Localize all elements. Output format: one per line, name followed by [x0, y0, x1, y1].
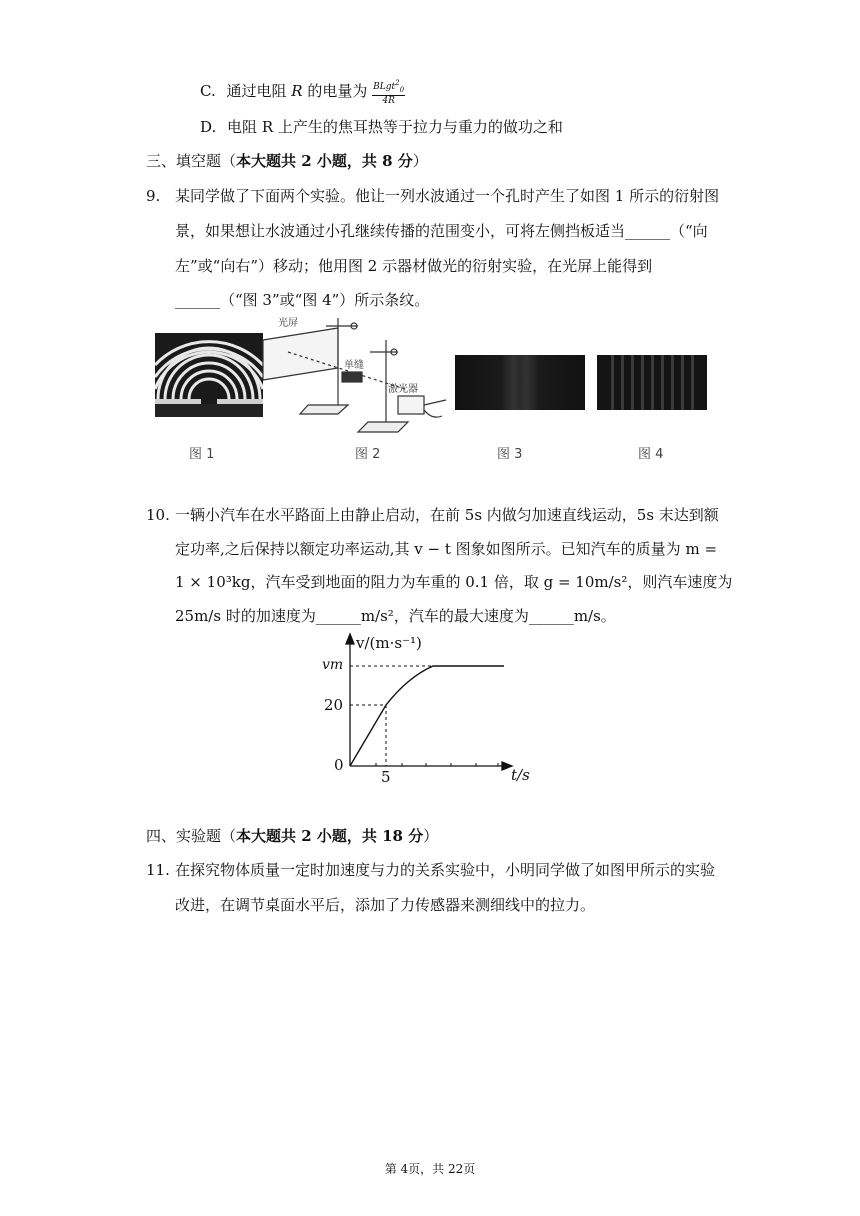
section-heading-4: 四、实验题（本大题共 2 小题，共 18 分）	[146, 827, 439, 845]
vt-chart	[318, 632, 543, 782]
figure-4-fringes	[597, 355, 707, 410]
figure-3-fringes	[455, 355, 585, 410]
q11-line-1: 在探究物体质量一定时加速度与力的关系实验中，小明同学做了如图甲所示的实验	[175, 861, 716, 879]
figure-1-water-waves	[155, 333, 263, 417]
option-text: 电阻 R 上产生的焦耳热等于拉力与重力的做功之和	[227, 118, 563, 136]
option-d	[200, 117, 563, 137]
x-tick-5: 5	[381, 768, 391, 782]
label-screen: 光屏	[278, 318, 298, 329]
option-label: D.	[200, 118, 217, 136]
q10-line-3: 1 × 10³kg，汽车受到地面的阻力为车重的 0.1 倍，取 g = 10m/s²，则汽车速度为	[175, 573, 733, 591]
y-tick-20: 20	[324, 696, 344, 714]
option-text-2: 的电量为	[307, 81, 368, 100]
option-text: 通过电阻	[226, 81, 287, 100]
caption-fig-4: 图 4	[638, 447, 664, 462]
page-footer: 第 4页，共 22页	[384, 1162, 476, 1176]
q10-line-1: 一辆小汽车在水平路面上由静止启动，在前 5s 内做匀加速直线运动，5s 末达到额	[175, 506, 719, 524]
caption-fig-1: 图 1	[189, 447, 215, 462]
label-slit: 单缝	[344, 360, 364, 371]
q10-line-4: 25m/s 时的加速度为______m/s²，汽车的最大速度为______m/s。	[175, 607, 616, 625]
variable: R	[291, 81, 303, 100]
question-11-number: 11.	[146, 861, 170, 879]
q9-line-1: 某同学做了下面两个实验。他让一列水波通过一个孔时产生了如图 1 所示的衍射图	[175, 187, 720, 205]
caption-fig-2: 图 2	[355, 447, 381, 462]
section-heading-3: 三、填空题（本大题共 2 小题，共 8 分）	[146, 152, 428, 170]
figure-2-apparatus	[258, 310, 448, 435]
question-9-number: 9.	[146, 187, 161, 205]
fraction: $\frac{BLgt^2_0}{4R}$	[373, 79, 405, 106]
q9-line-2: 景，如果想让水波通过小孔继续传播的范围变小，可将左侧挡板适当______（“向	[175, 222, 708, 240]
caption-fig-3: 图 3	[497, 447, 523, 462]
y-axis-arrow	[346, 634, 354, 644]
option-label: C.	[200, 81, 216, 100]
question-10-number: 10.	[146, 506, 170, 524]
vt-curve	[350, 666, 504, 766]
q9-line-4: ______（“图 3”或“图 4”）所示条纹。	[175, 291, 430, 309]
origin-label: 0	[334, 756, 344, 774]
label-laser: 激光器	[388, 384, 418, 395]
y-tick-vm: vm	[322, 657, 344, 673]
option-c	[200, 78, 405, 106]
x-axis-label: t/s	[511, 766, 530, 782]
y-axis-label: v/(m·s⁻¹)	[356, 634, 422, 652]
q9-line-3: 左”或“向右”）移动；他用图 2 示器材做光的衍射实验，在光屏上能得到	[175, 257, 653, 275]
q11-line-2: 改进，在调节桌面水平后，添加了力传感器来测细线中的拉力。	[175, 896, 596, 914]
q10-line-2: 定功率,之后保持以额定功率运动,其 v − t 图象如图所示。已知汽车的质量为 m =	[175, 540, 718, 558]
